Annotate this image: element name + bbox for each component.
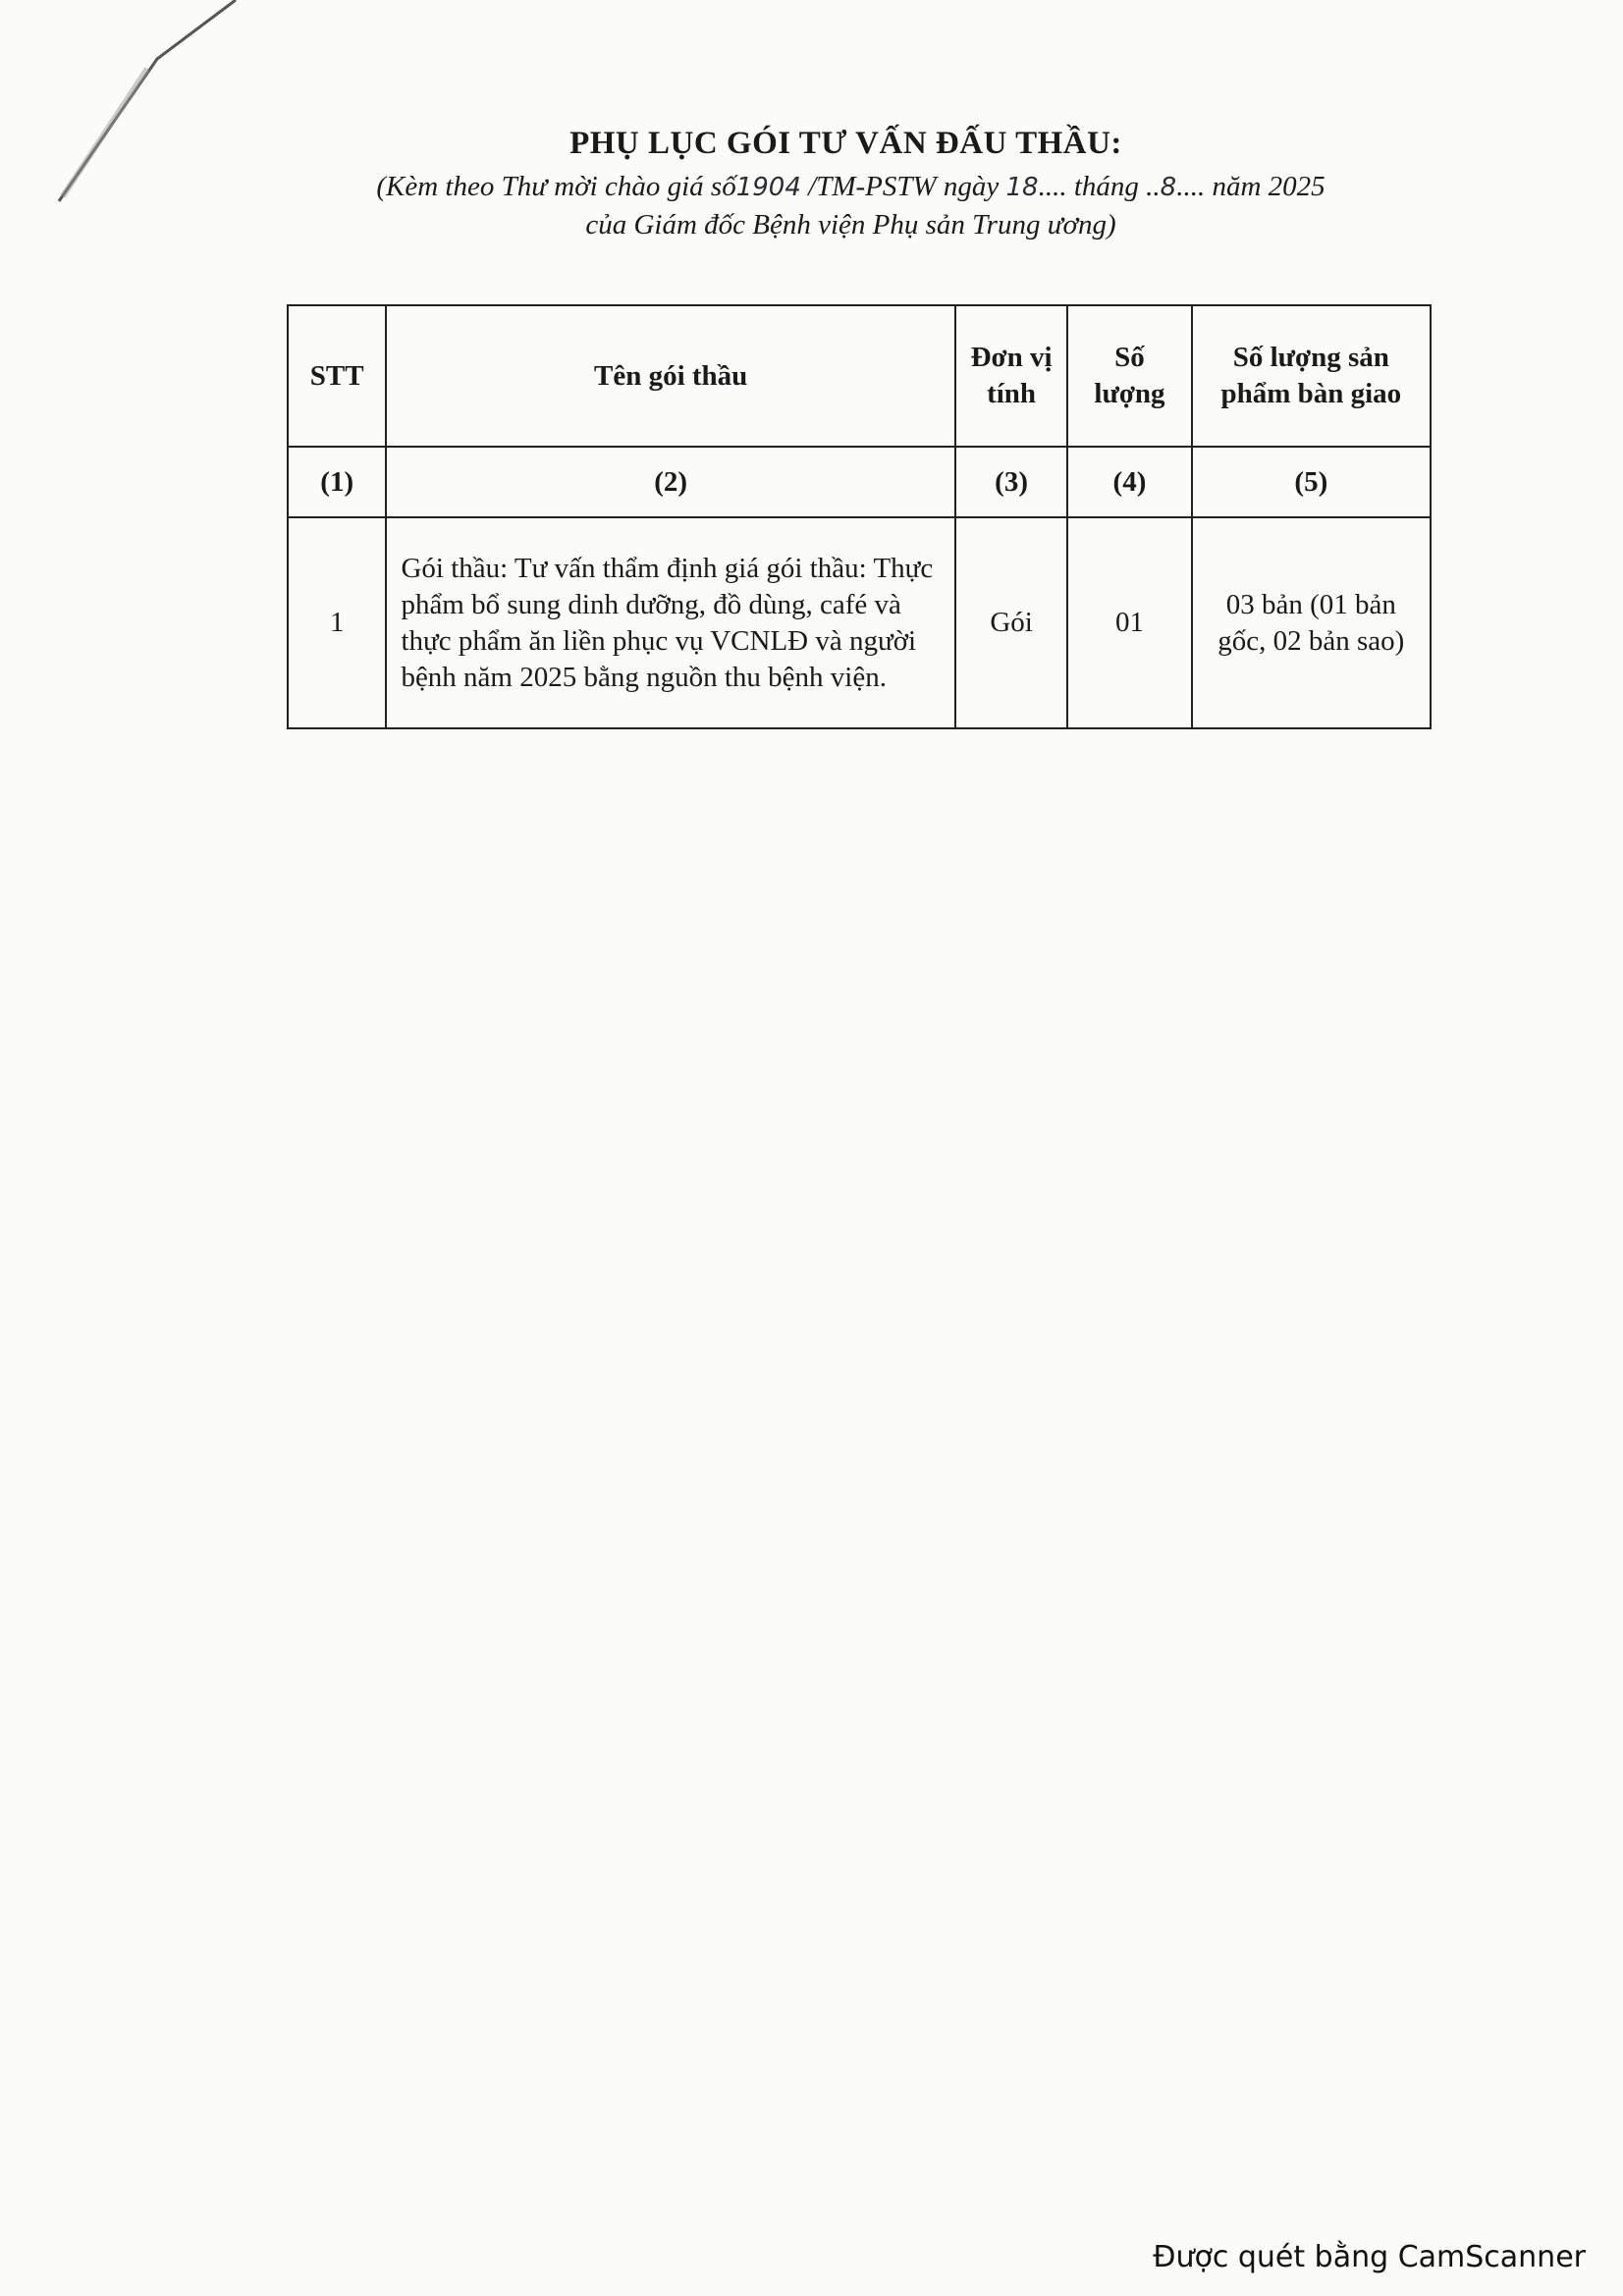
bid-package-table	[287, 304, 1432, 729]
header-deliverables: Số lượng sản phẩm bàn giao	[1192, 305, 1431, 447]
cell-quantity: 01	[1067, 517, 1191, 728]
cell-package-name: Gói thầu: Tư vấn thẩm định giá gói thầu: Thực phẩm bổ sung dinh dưỡng, đồ dùng, café và thực phẩm ăn liền phục vụ VCNLĐ và người bệnh năm 2025 bằng nguồn thu bệnh viện.	[386, 517, 954, 728]
header-quantity: Số lượng	[1067, 305, 1191, 447]
column-number: (5)	[1192, 447, 1431, 517]
column-number: (1)	[288, 447, 386, 517]
column-number-row	[288, 447, 1431, 517]
day-value: 18	[1005, 173, 1039, 202]
table-row	[288, 517, 1431, 728]
cell-deliverables: 03 bản (01 bản gốc, 02 bản sao)	[1192, 517, 1431, 728]
subtitle-mid: /TM-PSTW ngày	[808, 171, 1000, 202]
table-header-row	[288, 305, 1431, 447]
subtitle-line-2: của Giám đốc Bệnh viện Phụ sản Trung ương)	[585, 209, 1116, 240]
subtitle-line-1: (Kèm theo Thư mời chào giá số1904 /TM-PSTW ngày 18.... tháng ..8.... năm 2025	[376, 171, 1325, 202]
header-stt: STT	[288, 305, 386, 447]
column-number: (3)	[955, 447, 1067, 517]
header-unit: Đơn vị tính	[955, 305, 1067, 447]
cell-stt: 1	[288, 517, 386, 728]
header-package-name: Tên gói thầu	[386, 305, 954, 447]
letter-number: 1904	[735, 173, 801, 202]
subtitle-prefix: (Kèm theo Thư mời chào giá số	[376, 171, 736, 202]
month-value: 8	[1160, 173, 1177, 202]
page-title: PHỤ LỤC GÓI TƯ VẤN ĐẤU THẦU:	[569, 126, 1122, 161]
camscanner-watermark: Được quét bằng CamScanner	[1153, 2240, 1586, 2274]
column-number: (4)	[1067, 447, 1191, 517]
month-label: tháng	[1073, 171, 1139, 202]
column-number: (2)	[386, 447, 954, 517]
document-header	[0, 126, 1623, 243]
cell-unit: Gói	[955, 517, 1067, 728]
year-label: năm 2025	[1212, 171, 1325, 202]
